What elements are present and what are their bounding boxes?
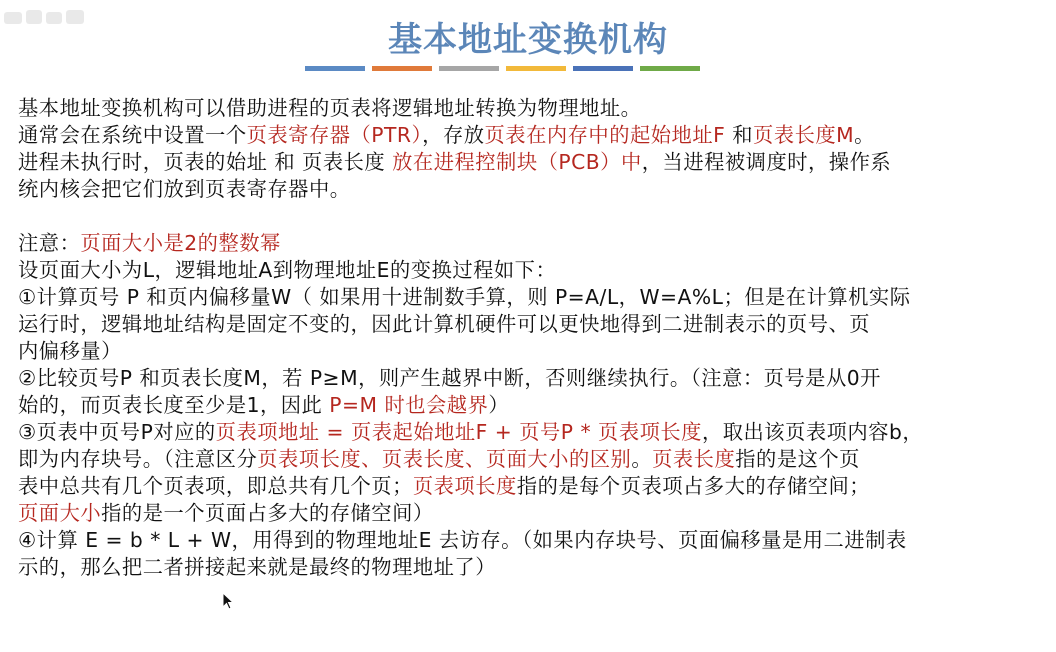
highlight-text: 页表项地址 = 页表起始地址F + 页号P * 页表项长度 — [215, 420, 702, 444]
title-divider-bars — [305, 66, 700, 71]
body-text: ④计算 E = b * L + W，用得到的物理地址E 去访存。（如果内存块号、页面偏移量是用二进制表 — [18, 528, 907, 552]
body-text: 。 — [631, 447, 653, 471]
body-text: ①计算页号 P 和页内偏移量W（ 如果用十进制数手算，则 P=A/L，W=A%L；但是在计算机实际 — [18, 285, 911, 309]
highlight-text: 页表项长度 — [412, 474, 517, 498]
body-text: ，当进程被调度时，操作系 — [641, 150, 892, 174]
highlight-text: 页面大小是2的整数幂 — [80, 231, 281, 255]
body-line — [18, 284, 1048, 311]
body-text: ，取出该页表项内容b， — [701, 420, 924, 444]
highlight-text: 页表长度M — [753, 123, 855, 147]
body-text: 运行时，逻辑地址结构是固定不变的，因此计算机硬件可以更快地得到二进制表示的页号、页 — [18, 312, 871, 336]
body-text: 注意： — [18, 231, 81, 255]
body-text: ） — [488, 393, 510, 417]
highlight-text: 页表寄存器（PTR） — [246, 123, 423, 147]
body-line — [18, 257, 1048, 284]
body-line — [18, 446, 1048, 473]
highlight-text: 放在进程控制块（PCB）中 — [392, 150, 642, 174]
body-text: 统内核会把它们放到页表寄存器中。 — [18, 177, 351, 201]
divider-bar — [573, 66, 633, 71]
body-line — [18, 338, 1048, 365]
body-text: 指的是这个页 — [735, 447, 860, 471]
divider-bar — [439, 66, 499, 71]
body-line — [18, 176, 1048, 203]
mouse-cursor-icon — [222, 592, 234, 610]
body-text: 始的，而页表长度至少是1，因此 — [18, 393, 330, 417]
body-line — [18, 365, 1048, 392]
highlight-text: 页表长度 — [652, 447, 736, 471]
body-text: 基本地址变换机构可以借助进程的页表将逻辑地址转换为物理地址。 — [18, 96, 642, 120]
body-line — [18, 149, 1048, 176]
highlight-text: P=M 时也会越界 — [329, 393, 489, 417]
body-line — [18, 527, 1048, 554]
body-line — [18, 95, 1048, 122]
slide-title: 基本地址变换机构 — [388, 20, 668, 60]
body-line — [18, 392, 1048, 419]
body-line — [18, 500, 1048, 527]
divider-bar — [640, 66, 700, 71]
body-line — [18, 311, 1048, 338]
body-text: 示的，那么把二者拼接起来就是最终的物理地址了） — [18, 555, 496, 579]
body-text: 。 — [854, 123, 875, 147]
body-text: 即为内存块号。（注意区分 — [18, 447, 258, 471]
body-text: 内偏移量） — [18, 339, 122, 363]
divider-bar — [372, 66, 432, 71]
body-text: 设页面大小为L，逻辑地址A到物理地址E的变换过程如下： — [18, 258, 557, 282]
body-text: 指的是一个页面占多大的存储空间） — [101, 501, 434, 525]
body-text: ②比较页号P 和页表长度M，若 P≥M，则产生越界中断，否则继续执行。（注意：页号是从0开 — [18, 366, 881, 390]
body-text: ，存放 — [422, 123, 485, 147]
body-line — [18, 230, 1048, 257]
body-text: 进程未执行时，页表的始址 和 页表长度 — [18, 150, 393, 174]
highlight-text: 页面大小 — [18, 501, 102, 525]
divider-bar — [506, 66, 566, 71]
body-line — [18, 554, 1048, 581]
body-line — [18, 473, 1048, 500]
body-line — [18, 122, 1048, 149]
slide-body — [18, 95, 1048, 581]
body-text: ③页表中页号P对应的 — [18, 420, 216, 444]
highlight-text: 页表在内存中的起始地址F — [484, 123, 726, 147]
divider-bar — [305, 66, 365, 71]
body-text: 和 — [725, 123, 754, 147]
body-text: 通常会在系统中设置一个 — [18, 123, 247, 147]
highlight-text: 页表项长度、页表长度、页面大小的区别 — [257, 447, 632, 471]
body-text: 指的是每个页表项占多大的存储空间； — [516, 474, 871, 498]
body-text: 表中总共有几个页表项，即总共有几个页； — [18, 474, 413, 498]
blank-line — [18, 203, 1048, 230]
body-line — [18, 419, 1048, 446]
